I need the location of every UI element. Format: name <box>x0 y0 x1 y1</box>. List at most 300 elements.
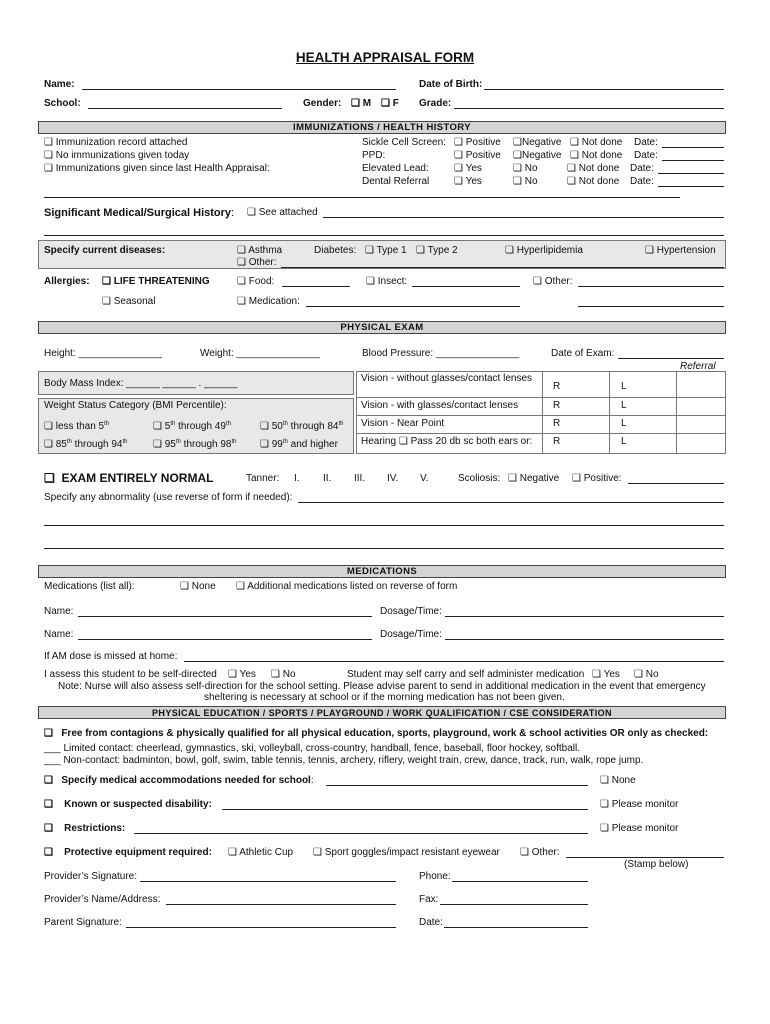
option-label: No <box>524 176 538 187</box>
abnormality-label: Specify any abnormality (use reverse of form if needed): <box>44 492 293 503</box>
med2-name-label: Name: <box>44 629 74 640</box>
meds-none-checkbox[interactable] <box>180 581 216 593</box>
gender-m-checkbox[interactable] <box>351 98 371 110</box>
checkbox-icon: ❏ <box>513 137 522 148</box>
allergy-extra-field[interactable] <box>578 306 724 307</box>
lead-no-checkbox[interactable] <box>513 163 538 175</box>
superscript: th <box>225 421 231 427</box>
bmi-50-84-checkbox[interactable] <box>260 418 344 433</box>
checkbox-icon: ❏ <box>260 421 269 432</box>
grade-label: Grade: <box>419 98 452 109</box>
school-label: School: <box>44 98 81 109</box>
immunizations-header: IMMUNIZATIONS / HEALTH HISTORY <box>38 121 726 134</box>
tanner-3[interactable]: III. <box>354 473 366 484</box>
restrictions-label: Restrictions: <box>64 823 126 834</box>
yes-label: Yes <box>603 669 620 680</box>
type1-label: Type 1 <box>376 245 407 256</box>
abnormality-field[interactable] <box>298 502 724 503</box>
exam-date-label: Date of Exam: <box>551 348 615 359</box>
no-label: No <box>645 669 659 680</box>
sickle-notdone-checkbox[interactable] <box>570 137 622 149</box>
pe-header: PHYSICAL EDUCATION / SPORTS / PLAYGROUND / WORK QUALIFICATION / CSE CONSIDERATION <box>38 706 726 719</box>
accommodations-colon: : <box>310 775 314 786</box>
superscript: th <box>104 421 110 427</box>
bmi-under5-checkbox[interactable] <box>44 418 109 433</box>
history-colon: : <box>231 207 235 219</box>
parent-signature-label: Parent Signature: <box>44 917 122 928</box>
no-immunizations-checkbox[interactable] <box>44 150 189 162</box>
diseases-label: Specify current diseases: <box>44 245 166 256</box>
option-label: Positive <box>465 137 501 148</box>
superscript: th <box>282 421 288 427</box>
vision-row-divider <box>356 397 726 398</box>
name-label: Name: <box>44 79 75 90</box>
checkbox-icon: ❏ <box>416 245 425 256</box>
checkbox-icon: ❏ <box>513 150 522 161</box>
meds-additional-label: Additional medications listed on reverse of form <box>247 581 458 592</box>
abnormality-field-3[interactable] <box>44 548 724 549</box>
checkbox-icon: ❏ <box>508 473 517 484</box>
history-field[interactable] <box>323 217 724 218</box>
asthma-label: Asthma <box>248 245 283 256</box>
meds-additional-checkbox[interactable] <box>236 581 457 593</box>
checkbox-icon: ❏ <box>600 823 609 834</box>
self-carry-label: Student may self carry and self administer medication <box>347 669 585 680</box>
school-field[interactable] <box>88 108 282 109</box>
insect-field[interactable] <box>412 286 520 287</box>
checkbox-icon: ❏ <box>567 163 576 174</box>
type1-checkbox[interactable] <box>365 245 407 257</box>
immunizations-since-label: Immunizations given since last Health Appraisal: <box>55 163 270 174</box>
weight-status-label: Weight Status Category (BMI Percentile): <box>44 400 227 411</box>
phone-field[interactable] <box>452 881 588 882</box>
provider-signature-label: Provider’s Signature: <box>44 871 138 882</box>
self-directed-yes-checkbox[interactable] <box>228 669 256 681</box>
limited-contact-field[interactable]: ___ Limited contact: cheerlead, gymnastics, ski, volleyball, cross-country, handball, fence, baseball, floor hockey, softball. <box>44 743 581 754</box>
dob-field[interactable] <box>484 89 724 90</box>
percentile-label: through 84 <box>287 421 339 432</box>
med2-name-field[interactable] <box>78 639 372 640</box>
medications-list-label: Medications (list all): <box>44 581 135 592</box>
allergy-other-label: Other: <box>544 276 573 287</box>
dental-notdone-checkbox[interactable] <box>567 176 619 188</box>
medication-allergy-checkbox[interactable] <box>237 296 300 308</box>
dob-label: Date of Birth: <box>419 79 483 90</box>
goggles-label: Sport goggles/impact resistant eyewear <box>324 847 500 858</box>
option-label: Negative <box>521 150 562 161</box>
insect-label: Insect: <box>377 276 408 287</box>
hearing-r[interactable]: R <box>553 436 561 447</box>
hearing-pass-label: Pass 20 db sc both ears or: <box>410 436 533 447</box>
sickle-date-label: Date: <box>634 137 658 148</box>
protective-other-field[interactable] <box>566 857 724 858</box>
blood-pressure-field[interactable]: Blood Pressure: _______________ <box>362 348 520 359</box>
physical-exam-header: PHYSICAL EXAM <box>38 321 726 334</box>
seasonal-label: Seasonal <box>113 296 156 307</box>
checkbox-icon: ❏ <box>44 847 53 858</box>
percentile-label: through 94 <box>71 439 123 450</box>
option-label: Not done <box>581 150 623 161</box>
checkbox-icon: ❏ <box>44 421 53 432</box>
dental-no-checkbox[interactable] <box>513 176 538 188</box>
self-carry-yes-checkbox[interactable] <box>592 669 620 681</box>
checkbox-icon: ❏ <box>454 163 463 174</box>
bmi-5-49-checkbox[interactable] <box>153 418 231 433</box>
food-label: Food: <box>248 276 275 287</box>
gender-f-label: F <box>392 98 399 109</box>
vision-near-l[interactable]: L <box>621 418 627 429</box>
nurse-note-line2: sheltering is necessary at school or if the morning medication has not been given. <box>204 692 565 703</box>
athletic-cup-checkbox[interactable] <box>228 847 293 859</box>
disability-checkbox[interactable] <box>44 799 212 811</box>
checkbox-icon: ❏ <box>236 581 245 592</box>
sickle-cell-label: Sickle Cell Screen: <box>362 137 446 148</box>
provider-signature-field[interactable] <box>140 881 396 882</box>
goggles-checkbox[interactable] <box>313 847 500 859</box>
checkbox-icon: ❏ <box>572 473 581 484</box>
phone-label: Phone: <box>419 871 451 882</box>
percentile-label: 50 <box>271 421 283 432</box>
checkbox-icon: ❏ <box>180 581 189 592</box>
checkbox-icon: ❏ <box>260 439 269 450</box>
grade-field[interactable] <box>454 108 724 109</box>
checkbox-icon: ❏ <box>592 669 601 680</box>
disability-label: Known or suspected disability: <box>64 799 212 810</box>
checkbox-icon: ❏ <box>567 176 576 187</box>
checkbox-icon: ❏ <box>44 471 55 485</box>
restrictions-checkbox[interactable] <box>44 823 125 835</box>
percentile-label: 85 <box>55 439 67 450</box>
immunizations-since-checkbox[interactable] <box>44 163 270 175</box>
checkbox-icon: ❏ <box>44 137 53 148</box>
abnormality-field-2[interactable] <box>44 525 724 526</box>
date-field[interactable] <box>444 927 588 928</box>
percentile-label: less than 5 <box>55 421 105 432</box>
checkbox-icon: ❏ <box>102 276 111 287</box>
checkbox-icon: ❏ <box>153 421 162 432</box>
percentile-label: 99 <box>271 439 283 450</box>
accommodations-none-checkbox[interactable] <box>600 775 636 787</box>
yes-label: Yes <box>239 669 256 680</box>
ppd-positive-checkbox[interactable] <box>454 150 501 162</box>
checkbox-icon: ❏ <box>454 176 463 187</box>
superscript: th <box>170 421 176 427</box>
accommodations-field[interactable] <box>326 785 588 786</box>
lead-yes-checkbox[interactable] <box>454 163 482 175</box>
scoliosis-positive-checkbox[interactable] <box>572 473 622 485</box>
option-label: Yes <box>465 163 482 174</box>
parent-signature-field[interactable] <box>126 927 396 928</box>
tanner-4[interactable]: IV. <box>387 473 399 484</box>
option-label: Not done <box>578 163 620 174</box>
checkbox-icon: ❏ <box>398 436 408 447</box>
tanner-label: Tanner: <box>246 473 280 484</box>
history-label-row <box>44 206 234 220</box>
allergy-other-field[interactable] <box>578 286 724 287</box>
option-label: Yes <box>465 176 482 187</box>
exam-date-field[interactable] <box>618 358 724 359</box>
allergies-label: Allergies: <box>44 276 90 287</box>
checkbox-icon: ❏ <box>381 98 390 109</box>
option-label: No <box>524 163 538 174</box>
protective-label: Protective equipment required: <box>64 847 212 858</box>
checkbox-icon: ❏ <box>600 775 609 786</box>
self-directed-no-checkbox[interactable] <box>271 669 296 681</box>
asthma-checkbox[interactable] <box>237 245 282 257</box>
hearing-row <box>361 436 532 448</box>
percentile-label: 5 <box>164 421 171 432</box>
ppd-date-label: Date: <box>634 150 658 161</box>
option-label: Not done <box>581 137 623 148</box>
no-immunizations-label: No immunizations given today <box>55 150 190 161</box>
fax-label: Fax: <box>419 894 439 905</box>
bmi-99-checkbox[interactable] <box>260 436 338 451</box>
ppd-label: PPD: <box>362 150 386 161</box>
checkbox-icon: ❏ <box>247 207 256 218</box>
gender-label: Gender: <box>303 98 342 109</box>
percentile-label: through 98 <box>180 439 232 450</box>
disability-monitor-checkbox[interactable] <box>600 799 678 811</box>
checkbox-icon: ❏ <box>228 669 237 680</box>
checkbox-icon: ❏ <box>366 276 375 287</box>
gender-f-checkbox[interactable] <box>381 98 399 110</box>
sickle-negative-checkbox[interactable] <box>513 137 561 149</box>
superscript: th <box>231 439 237 445</box>
free-from-contagions-checkbox[interactable] <box>44 728 708 740</box>
date-label: Date: <box>419 917 443 928</box>
free-from-contagions-label: Free from contagions & physically qualified for all physical education, sports, playground, work & school activities OR only as checked: <box>61 728 709 739</box>
weight-field[interactable]: Weight: _______________ <box>200 348 320 359</box>
none-label: None <box>611 775 636 786</box>
hyperlipidemia-label: Hyperlipidemia <box>516 245 583 256</box>
vision-col-divider <box>609 371 610 454</box>
vision-row-divider <box>356 415 726 416</box>
medications-header: MEDICATIONS <box>38 565 726 578</box>
percentile-label: and higher <box>287 439 338 450</box>
vision-col-divider <box>676 371 677 454</box>
checkbox-icon: ❏ <box>520 847 529 858</box>
scoliosis-negative-checkbox[interactable] <box>508 473 559 485</box>
tanner-1[interactable]: I. <box>294 473 300 484</box>
checkbox-icon: ❏ <box>44 775 53 786</box>
scoliosis-positive-label: Positive: <box>583 473 622 484</box>
immunization-record-label: Immunization record attached <box>55 137 188 148</box>
dental-date-label: Date: <box>630 176 654 187</box>
ppd-notdone-checkbox[interactable] <box>570 150 622 162</box>
elevated-lead-label: Elevated Lead: <box>362 163 429 174</box>
med1-dosage-label: Dosage/Time: <box>380 606 442 617</box>
sickle-positive-checkbox[interactable] <box>454 137 501 149</box>
type2-checkbox[interactable] <box>416 245 458 257</box>
monitor-label: Please monitor <box>611 799 679 810</box>
insect-checkbox[interactable] <box>366 276 407 288</box>
form-title: HEALTH APPRAISAL FORM <box>295 50 475 65</box>
dental-yes-checkbox[interactable] <box>454 176 482 188</box>
checkbox-icon: ❏ <box>533 276 542 287</box>
med1-dosage-field[interactable] <box>445 616 724 617</box>
vision-with-label: Vision - with glasses/contact lenses <box>361 400 519 411</box>
gender-m-label: M <box>362 98 372 109</box>
food-checkbox[interactable] <box>237 276 274 288</box>
lead-date-field[interactable] <box>658 173 724 174</box>
vision-with-l[interactable]: L <box>621 400 627 411</box>
superscript: th <box>338 421 344 427</box>
hyperlipidemia-checkbox[interactable] <box>505 245 583 257</box>
checkbox-icon: ❏ <box>237 276 246 287</box>
exam-normal-label: EXAM ENTIRELY NORMAL <box>61 471 214 485</box>
bmi-field[interactable]: Body Mass Index: ______ ______ . ______ <box>44 378 238 389</box>
allergy-other-checkbox[interactable] <box>533 276 573 288</box>
disability-field[interactable] <box>222 809 588 810</box>
checkbox-icon: ❏ <box>228 847 237 858</box>
checkbox-icon: ❏ <box>237 296 246 307</box>
medication-allergy-field[interactable] <box>306 306 520 307</box>
checkbox-icon: ❏ <box>44 728 53 739</box>
med1-name-label: Name: <box>44 606 74 617</box>
immunization-record-checkbox[interactable] <box>44 137 187 149</box>
vision-near-label: Vision - Near Point <box>361 418 445 429</box>
medication-allergy-label: Medication: <box>248 296 300 307</box>
hearing-l[interactable]: L <box>621 436 627 447</box>
hearing-pass-checkbox[interactable] <box>399 436 532 447</box>
checkbox-icon: ❏ <box>513 176 522 187</box>
tanner-2[interactable]: II. <box>323 473 332 484</box>
checkbox-icon: ❏ <box>44 823 53 834</box>
checkbox-icon: ❏ <box>44 439 53 450</box>
ppd-negative-checkbox[interactable] <box>513 150 561 162</box>
dental-date-field[interactable] <box>658 186 724 187</box>
superscript: th <box>175 439 181 445</box>
am-dose-field[interactable] <box>184 661 724 662</box>
vision-without-label: Vision - without glasses/contact lenses <box>361 373 533 384</box>
scoliosis-label: Scoliosis: <box>458 473 501 484</box>
vision-without-r[interactable]: R <box>553 381 561 392</box>
checkbox-icon: ❏ <box>454 137 463 148</box>
protective-other-checkbox[interactable] <box>520 847 560 859</box>
food-field[interactable] <box>282 286 350 287</box>
superscript: th <box>122 439 128 445</box>
checkbox-icon: ❏ <box>44 163 53 174</box>
med1-name-field[interactable] <box>78 616 372 617</box>
self-directed-label: I assess this student to be self-directed <box>44 669 217 680</box>
checkbox-icon: ❏ <box>570 137 579 148</box>
checkbox-icon: ❏ <box>153 439 162 450</box>
type2-label: Type 2 <box>427 245 458 256</box>
name-field[interactable] <box>82 89 396 90</box>
checkbox-icon: ❏ <box>570 150 579 161</box>
seasonal-checkbox[interactable] <box>102 296 155 308</box>
checkbox-icon: ❏ <box>237 257 246 268</box>
tanner-5[interactable]: V. <box>420 473 429 484</box>
life-threatening-checkbox[interactable] <box>102 276 210 288</box>
history-field-2[interactable] <box>44 235 724 236</box>
med2-dosage-field[interactable] <box>445 639 724 640</box>
nurse-note-line1: Note: Nurse will also assess self-direction for the school setting. Please advise parent to send in additional medication in the event that emergency <box>58 681 706 692</box>
immunizations-notes-line[interactable] <box>44 197 680 198</box>
stamp-label: (Stamp below) <box>624 859 689 870</box>
diabetes-label: Diabetes: <box>314 245 357 256</box>
percentile-label: through 49 <box>175 421 226 432</box>
checkbox-icon: ❏ <box>645 245 654 256</box>
checkbox-icon: ❏ <box>271 669 280 680</box>
restrictions-field[interactable] <box>134 833 588 834</box>
checkbox-icon: ❏ <box>237 245 246 256</box>
lead-date-label: Date: <box>630 163 654 174</box>
checkbox-icon: ❏ <box>513 163 522 174</box>
athletic-cup-label: Athletic Cup <box>239 847 294 858</box>
see-attached-label: See attached <box>258 207 318 218</box>
percentile-label: 95 <box>164 439 176 450</box>
monitor-label: Please monitor <box>611 823 679 834</box>
superscript: th <box>66 439 72 445</box>
checkbox-icon: ❏ <box>600 799 609 810</box>
hypertension-checkbox[interactable] <box>645 245 716 257</box>
ppd-date-field[interactable] <box>662 160 724 161</box>
checkbox-icon: ❏ <box>44 150 53 161</box>
history-see-attached-checkbox[interactable] <box>247 207 318 219</box>
superscript: th <box>282 439 288 445</box>
no-label: No <box>282 669 296 680</box>
protective-checkbox[interactable] <box>44 847 212 859</box>
checkbox-icon: ❏ <box>102 296 111 307</box>
disease-other-field[interactable] <box>281 267 724 268</box>
sickle-date-field[interactable] <box>662 147 724 148</box>
vision-col-divider <box>542 371 543 454</box>
hypertension-label: Hypertension <box>656 245 716 256</box>
lead-notdone-checkbox[interactable] <box>567 163 619 175</box>
option-label: Not done <box>578 176 620 187</box>
protective-other-label: Other: <box>531 847 560 858</box>
disease-other-label: Other: <box>248 257 277 268</box>
vision-near-r[interactable]: R <box>553 418 561 429</box>
referral-label: Referral <box>680 361 716 372</box>
option-label: Positive <box>465 150 501 161</box>
exam-normal-checkbox[interactable] <box>44 471 213 485</box>
hearing-label: Hearing <box>361 436 397 447</box>
scoliosis-positive-field[interactable] <box>628 483 724 484</box>
accommodations-label: Specify medical accommodations needed for school <box>61 775 311 786</box>
checkbox-icon: ❏ <box>313 847 322 858</box>
provider-address-label: Provider’s Name/Address: <box>44 894 161 905</box>
checkbox-icon: ❏ <box>454 150 463 161</box>
fax-field[interactable] <box>440 904 588 905</box>
option-label: Negative <box>521 137 562 148</box>
provider-address-field[interactable] <box>166 904 396 905</box>
restrictions-monitor-checkbox[interactable] <box>600 823 678 835</box>
self-carry-no-checkbox[interactable] <box>634 669 659 681</box>
med2-dosage-label: Dosage/Time: <box>380 629 442 640</box>
vision-row-divider <box>356 433 726 434</box>
history-label: Significant Medical/Surgical History <box>44 207 232 219</box>
meds-none-label: None <box>191 581 216 592</box>
checkbox-icon: ❏ <box>634 669 643 680</box>
dental-referral-label: Dental Referral <box>362 176 430 187</box>
am-dose-label: If AM dose is missed at home: <box>44 651 178 662</box>
vision-without-l[interactable]: L <box>621 381 627 392</box>
life-threatening-label: LIFE THREATENING <box>113 276 210 287</box>
scoliosis-negative-label: Negative <box>519 473 560 484</box>
accommodations-checkbox[interactable] <box>44 775 314 787</box>
bmi-85-94-checkbox[interactable] <box>44 436 128 451</box>
checkbox-icon: ❏ <box>365 245 374 256</box>
checkbox-icon: ❏ <box>44 799 53 810</box>
vision-with-r[interactable]: R <box>553 400 561 411</box>
height-field[interactable]: Height: _______________ <box>44 348 162 359</box>
checkbox-icon: ❏ <box>505 245 514 256</box>
non-contact-field[interactable]: ___ Non-contact: badminton, bowl, golf, swim, table tennis, tennis, archery, riflery, weight train, crew, dance, track, run, walk, rope jump. <box>44 755 644 766</box>
bmi-95-98-checkbox[interactable] <box>153 436 237 451</box>
disease-other-checkbox[interactable] <box>237 257 277 269</box>
